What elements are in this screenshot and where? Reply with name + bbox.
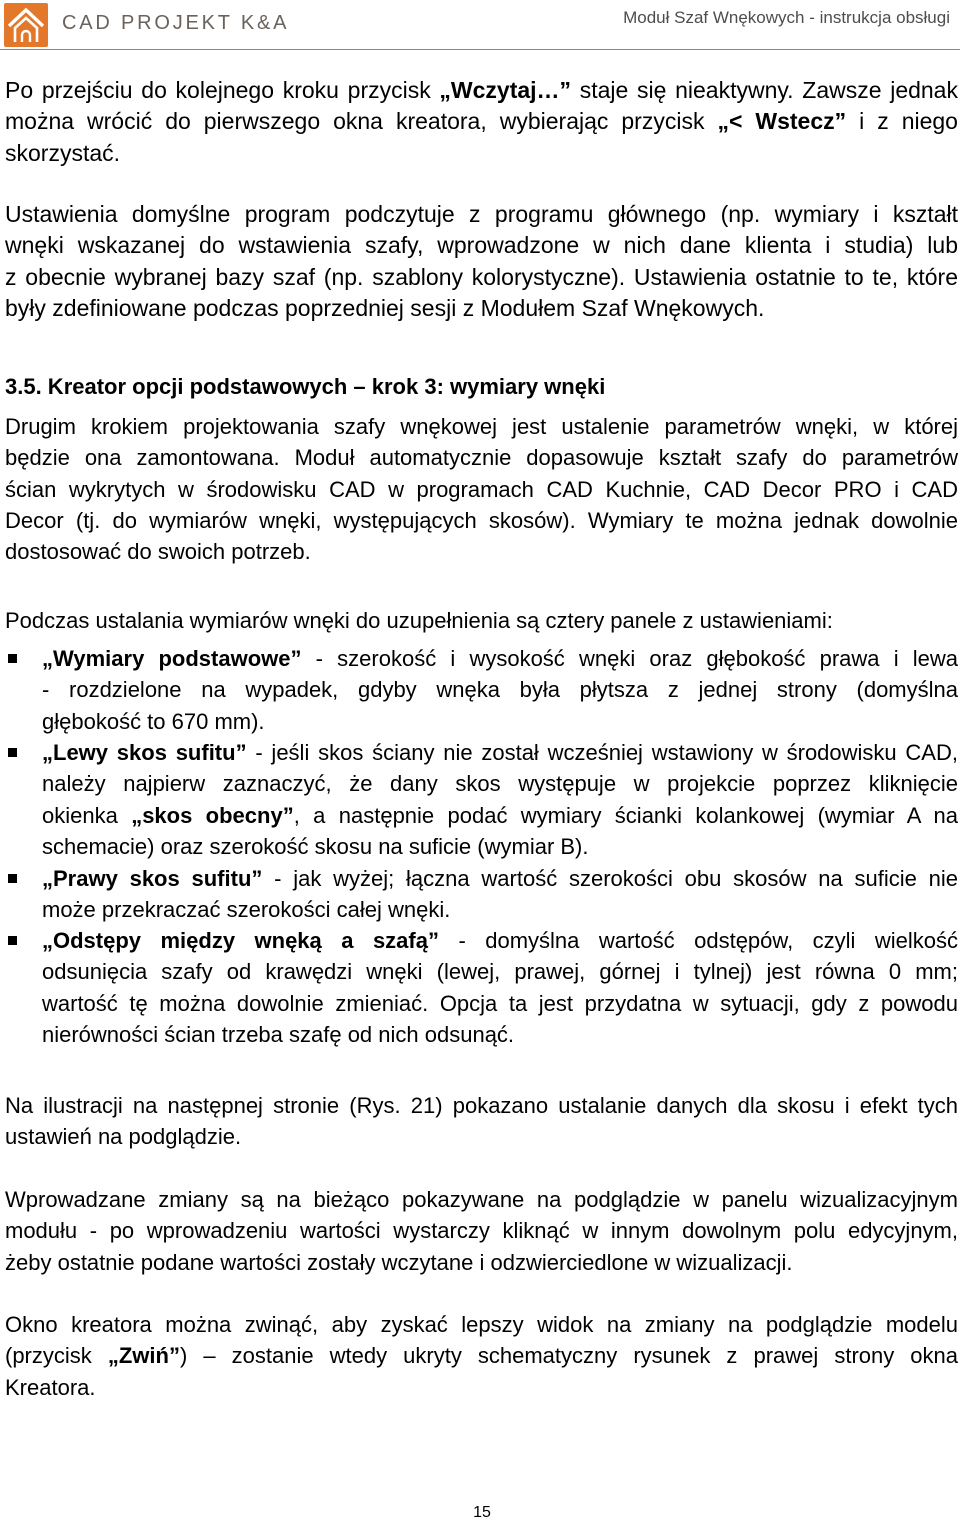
page-number: 15 — [473, 1504, 491, 1521]
text-line — [5, 199, 958, 230]
live-preview-paragraph — [5, 1184, 958, 1278]
text-run: były zdefiniowane podczas poprzedniej sesji z Modułem Szaf Wnękowych. — [5, 294, 765, 321]
text-line — [42, 894, 958, 925]
defaults-paragraph — [5, 199, 958, 324]
text-run: Okno kreatora można zwinąć, aby zyskać lepszy widok na zmiany na podglądzie modelu — [5, 1312, 958, 1337]
text-line — [42, 674, 958, 705]
text-line — [42, 643, 958, 674]
text-line — [5, 1090, 958, 1121]
text-run: z obecnie wybranej bazy szaf (np. szablony kolorystyczne). Ustawienia ostatnie to te, które — [5, 263, 958, 290]
text-run: żeby ostatnie podane wartości zostały wczytane i odzwierciedlone w wizualizacji. — [5, 1249, 793, 1275]
text-run: Po przejściu do kolejnego kroku przycisk — [5, 77, 440, 103]
text-line — [5, 230, 958, 261]
text-run: , a następnie podać wymiary ścianki kolankowej (wymiar A na — [293, 802, 958, 828]
bold-text: „Wymiary podstawowe” — [42, 646, 302, 671]
text-run: dostosować do swoich potrzeb. — [5, 539, 311, 565]
bold-text: „< Wstecz” — [717, 108, 847, 135]
bullet-item-gaps — [5, 925, 958, 1050]
text-run: Ustawienia domyślne program podczytuje z programu głównego (np. wymiary i kształt — [5, 201, 958, 227]
text-run: okienka — [42, 802, 132, 828]
text-line — [42, 768, 958, 799]
text-line — [42, 863, 958, 894]
bullet-square-icon — [8, 748, 17, 757]
bold-text: „Prawy skos sufitu” — [42, 866, 263, 891]
text-line — [42, 737, 958, 768]
text-run: schemacie) oraz szerokość skosu na suficie (wymiar B). — [42, 833, 589, 859]
text-line — [5, 1247, 958, 1278]
text-line — [42, 925, 958, 956]
bold-text: „Odstępy między wnęką a szafą” — [42, 928, 439, 953]
company-brand-name: CAD PROJEKT K&A — [62, 12, 290, 34]
bullet-item-text — [42, 863, 958, 926]
step-description-paragraph — [5, 411, 958, 567]
text-run: Decor (tj. do wymiarów wnęki, występujących skosów). Wymiary te można jednak dowolnie — [5, 507, 958, 533]
text-run: Kreatora. — [5, 1374, 96, 1400]
document-title: Moduł Szaf Wnękowych - instrukcja obsługi — [623, 8, 950, 27]
text-line — [5, 293, 958, 324]
bold-text: „Lewy skos sufitu” — [42, 740, 247, 765]
bullet-square-icon — [8, 654, 17, 663]
text-line — [42, 956, 958, 987]
bold-text: „Wczytaj…” — [439, 77, 572, 103]
text-line — [5, 1309, 958, 1340]
text-run: - jeśli skos ściany nie został wcześniej wstawiony w środowisku CAD, — [246, 740, 958, 765]
text-run: nierówności ścian trzeba szafę od nich odsunąć. — [42, 1021, 515, 1047]
text-run: - domyślna wartość odstępów, czyli wielkość — [438, 928, 959, 953]
section-heading: 3.5. Kreator opcji podstawowych – krok 3: wymiary wnęki — [5, 374, 606, 399]
intro-paragraph — [5, 75, 958, 169]
text-run: skorzystać. — [5, 139, 121, 166]
bullet-item-text — [42, 737, 958, 862]
bullet-item-text — [42, 643, 958, 737]
bullet-square-icon — [8, 936, 17, 945]
bullet-item-text — [42, 925, 958, 1050]
text-line — [5, 411, 958, 442]
text-run: modułu - po wprowadzeniu wartości wystarczy kliknąć w innym dowolnym polu edycyjnym, — [5, 1218, 958, 1244]
text-run: staje się nieaktywny. Zawsze jednak — [571, 77, 958, 103]
bullet-item-right-ceiling-slope — [5, 863, 958, 926]
text-run: Drugim krokiem projektowania szafy wnękowej jest ustalenie parametrów wnęki, w której — [5, 414, 958, 439]
text-line — [5, 1372, 958, 1403]
text-run: może przekraczać szerokości całej wnęki. — [42, 897, 451, 923]
text-line — [5, 1340, 958, 1371]
text-line — [5, 505, 958, 536]
text-line — [42, 706, 958, 737]
panels-intro-text: Podczas ustalania wymiarów wnęki do uzupełnienia są cztery panele z ustawieniami: — [5, 608, 833, 633]
text-run: ścian wykrytych w środowisku CAD w programach CAD Kuchnie, CAD Decor PRO i CAD — [5, 476, 958, 502]
text-line — [5, 442, 958, 473]
text-line — [5, 536, 958, 567]
text-run: Wprowadzane zmiany są na bieżąco pokazywane na podglądzie w panelu wizualizacyjnym — [5, 1187, 958, 1212]
text-run: - rozdzielone na wypadek, gdyby wnęka była płytsza z jednej strony (domyślna — [42, 677, 958, 703]
text-run: ustawień na podglądzie. — [5, 1124, 242, 1150]
text-run: ) – zostanie wtedy ukryty schematyczny rysunek z prawej strony okna — [179, 1343, 959, 1369]
text-run: będzie ona zamontowana. Moduł automatycznie dopasowuje kształt szafy do parametrów — [5, 445, 958, 471]
text-line — [42, 988, 958, 1019]
bold-text: „Zwiń” — [107, 1343, 180, 1369]
text-line — [5, 1184, 958, 1215]
text-line — [42, 1019, 958, 1050]
text-run: odsunięcia szafy od krawędzi wnęki (lewej, prawej, górnej i tylnej) jest równa 0 mm; — [42, 959, 958, 985]
text-run: Na ilustracji na następnej stronie (Rys. 21) pokazano ustalanie danych dla skosu i efekt tych — [5, 1093, 958, 1118]
text-line — [42, 800, 958, 831]
text-line — [5, 138, 958, 169]
text-run: i z niego — [846, 108, 958, 135]
text-run: wartość tę można dowolnie zmieniać. Opcja ta jest przydatna w sytuacji, gdy z powodu — [42, 990, 958, 1016]
bullet-item-basic-dimensions — [5, 643, 958, 737]
text-line — [5, 75, 958, 106]
text-run: (przycisk — [5, 1343, 108, 1369]
text-run: - szerokość i wysokość wnęki oraz głębokość prawa i lewa — [301, 646, 958, 671]
text-run: głębokość to 670 mm). — [42, 708, 265, 734]
bullet-square-icon — [8, 874, 17, 883]
text-run: można wrócić do pierwszego okna kreatora, wybierając przycisk — [5, 108, 718, 135]
text-run: należy najpierw zaznaczyć, że dany skos występuje w projekcie poprzez kliknięcie — [42, 771, 958, 797]
collapse-note-paragraph — [5, 1309, 958, 1403]
text-line — [42, 831, 958, 862]
bold-text: „skos obecny” — [131, 802, 294, 828]
illustration-note-paragraph — [5, 1090, 958, 1153]
text-line — [5, 1121, 958, 1152]
text-run: wnęki wskazanej do wstawienia szafy, wprowadzone w nich dane klienta i studia) lub — [5, 232, 958, 259]
page-header — [0, 0, 960, 50]
house-roof-logo-icon — [4, 3, 48, 47]
text-line — [5, 474, 958, 505]
bullet-item-left-ceiling-slope — [5, 737, 958, 862]
header-divider — [0, 49, 960, 50]
text-line — [5, 262, 958, 293]
text-line — [5, 106, 958, 137]
text-line — [5, 1215, 958, 1246]
text-run: - jak wyżej; łączna wartość szerokości obu skosów na suficie nie — [262, 866, 958, 891]
